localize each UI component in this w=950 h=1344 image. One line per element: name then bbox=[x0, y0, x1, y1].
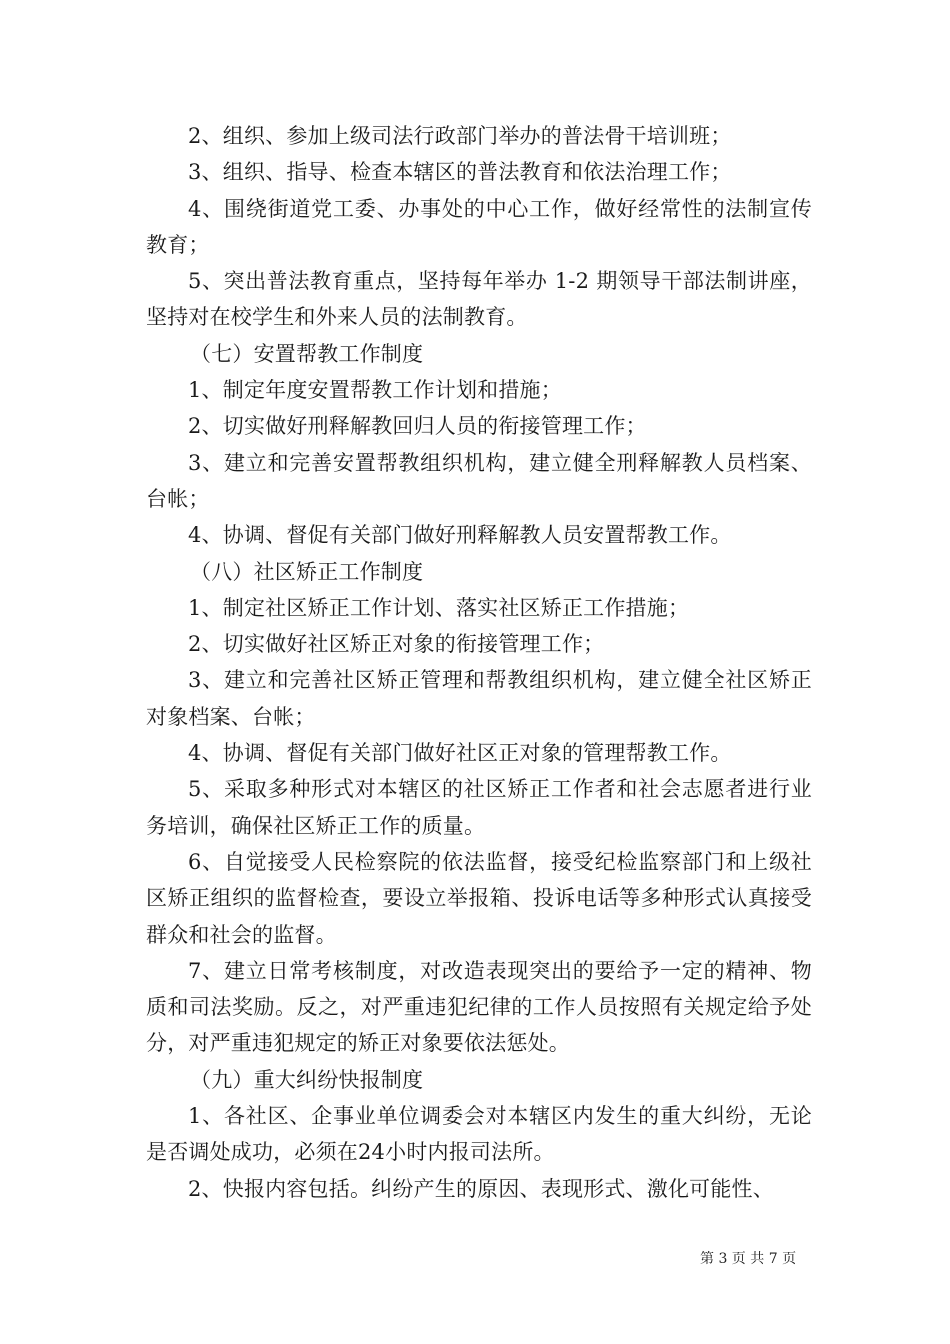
paragraph: 2、快报内容包括。纠纷产生的原因、表现形式、激化可能性、 bbox=[188, 1176, 774, 1201]
paragraph: 3、建立和完善安置帮教组织机构，建立健全刑释解教人员档案、台帐； bbox=[146, 450, 812, 511]
paragraph: 2、组织、参加上级司法行政部门举办的普法骨干培训班； bbox=[188, 124, 732, 148]
section-heading: （九）重大纠纷快报制度 bbox=[190, 1067, 424, 1092]
section-heading: （八）社区矫正工作制度 bbox=[190, 559, 424, 584]
paragraph: 3、建立和完善社区矫正管理和帮教组织机构，建立健全社区矫正对象档案、台帐； bbox=[146, 668, 812, 729]
paragraph: 1、制定社区矫正工作计划、落实社区矫正工作措施； bbox=[188, 595, 690, 620]
paragraph: 2、切实做好社区矫正对象的衔接管理工作； bbox=[188, 632, 605, 657]
paragraph: 7、建立日常考核制度，对改造表现突出的要给予一定的精神、物质和司法奖励。反之，对严重违犯纪律的工作人员按照有关规定给予处分，对严重违犯规定的矫正对象要依法惩处。 bbox=[146, 958, 812, 1056]
paragraph: 4、围绕街道党工委、办事处的中心工作，做好经常性的法制宣传教育； bbox=[146, 196, 812, 257]
paragraph: 3、组织、指导、检查本辖区的普法教育和依法治理工作； bbox=[188, 160, 732, 185]
paragraph: 1、制定年度安置帮教工作计划和措施； bbox=[188, 378, 562, 403]
paragraph: 4、协调、督促有关部门做好刑释解教人员安置帮教工作。 bbox=[188, 523, 732, 548]
paragraph: 4、协调、督促有关部门做好社区正对象的管理帮教工作。 bbox=[188, 741, 732, 766]
document-body bbox=[146, 118, 812, 1207]
page-number: 第 3 页 共 7 页 bbox=[700, 1251, 797, 1267]
paragraph: 5、突出普法教育重点，坚持每年举办 1-2 期领导干部法制讲座，坚持对在校学生和外来人员的法制教育。 bbox=[146, 269, 812, 330]
paragraph: 6、自觉接受人民检察院的依法监督，接受纪检监察部门和上级社区矫正组织的监督检查，要设立举报箱、投诉电话等多种形式认真接受群众和社会的监督。 bbox=[146, 849, 812, 947]
paragraph: 2、切实做好刑释解教回归人员的衔接管理工作； bbox=[188, 414, 647, 439]
section-heading: （七）安置帮教工作制度 bbox=[190, 341, 424, 366]
paragraph: 1、各社区、企事业单位调委会对本辖区内发生的重大纠纷，无论是否调处成功，必须在24小时内报司法所。 bbox=[146, 1104, 812, 1165]
paragraph: 5、采取多种形式对本辖区的社区矫正工作者和社会志愿者进行业务培训，确保社区矫正工作的质量。 bbox=[146, 777, 812, 838]
